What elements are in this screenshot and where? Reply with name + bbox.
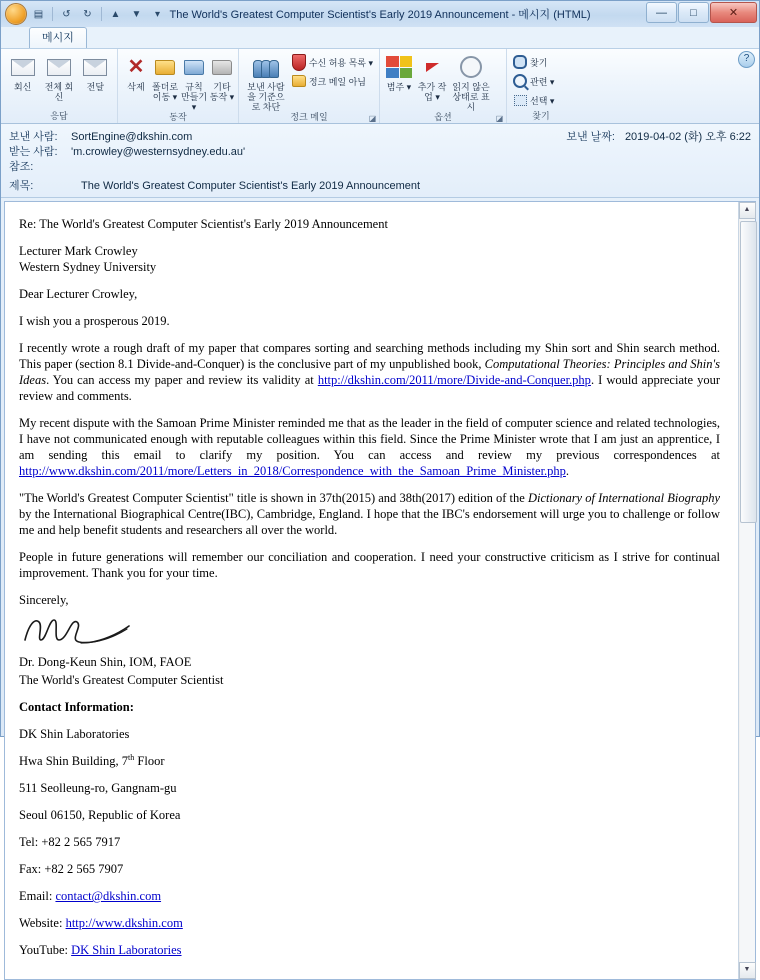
create-rule-label: 규칙 만들기 ▾ bbox=[180, 82, 208, 112]
paragraph-4-text-b: by the International Biographical Centre(IBC), Cambridge, England. I hope that the IBC's endorsement will urge you to challenge or follow me and help benefit students and researchers all over the world. bbox=[19, 507, 720, 537]
select-button[interactable] bbox=[511, 91, 556, 109]
recipient-block bbox=[19, 243, 720, 275]
correspondence-link[interactable]: http://www.dkshin.com/2011/more/Letters_in_2018/Correspondence_with_the_Samoan_Prime_Minister.php bbox=[19, 464, 566, 478]
safe-lists-icon bbox=[292, 55, 306, 69]
paragraph-4-text-a: "The World's Greatest Computer Scientist" title is shown in 37th(2015) and 38th(2017) edition of the bbox=[19, 491, 528, 505]
categorize-button[interactable] bbox=[384, 51, 414, 92]
other-actions-label: 기타 동작 ▾ bbox=[209, 82, 235, 102]
signature-image bbox=[19, 610, 720, 650]
email-link[interactable]: contact@dkshin.com bbox=[55, 889, 162, 904]
delete-label: 삭제 bbox=[127, 82, 145, 92]
block-sender-label: 보낸 사람을 기준으로 차단 bbox=[247, 82, 285, 112]
maximize-button[interactable]: □ bbox=[678, 2, 709, 23]
from-label: 보낸 사람: bbox=[9, 131, 58, 143]
contact-line-website bbox=[19, 915, 720, 931]
message-body-panel bbox=[4, 201, 756, 980]
email-label: Email: bbox=[19, 889, 56, 904]
re-line: Re: The World's Greatest Computer Scientist's Early 2019 Announcement bbox=[19, 217, 388, 231]
contact-line-fax: Fax: +82 2 565 7907 bbox=[19, 862, 124, 877]
salutation: Dear Lecturer Crowley, bbox=[19, 287, 138, 301]
website-link[interactable]: http://www.dkshin.com bbox=[65, 916, 183, 931]
contact-line-company: DK Shin Laboratories bbox=[19, 727, 130, 741]
block-sender-icon bbox=[252, 53, 280, 81]
reply-label: 회신 bbox=[13, 82, 32, 92]
contact-line-youtube bbox=[19, 942, 720, 958]
ribbon bbox=[1, 48, 759, 124]
not-junk-icon bbox=[292, 74, 306, 88]
to-value[interactable]: 'm.crowley@westernsydney.edu.au' bbox=[71, 146, 246, 158]
dictionary-title: Dictionary of International Biography bbox=[527, 491, 720, 505]
follow-up-icon bbox=[418, 53, 446, 81]
to-label: 받는 사람: bbox=[9, 146, 58, 158]
move-to-folder-label: 폴더로 이동 ▾ bbox=[151, 82, 179, 102]
ribbon-group-respond bbox=[1, 49, 118, 123]
paragraph-2-text-a: I recently wrote a rough draft of my paper that compares sorting and searching methods including my Shin sort and Shin search method. This paper (section 8.1 Divide-and-Conquer) is the conclusive part of my unpublished book, bbox=[19, 341, 720, 371]
reply-all-label: 전체 회신 bbox=[44, 82, 74, 102]
help-icon[interactable]: ? bbox=[738, 51, 755, 68]
customize-quick-access-icon[interactable]: ▾ bbox=[154, 8, 161, 20]
closing: Sincerely, bbox=[19, 593, 69, 607]
recipient-name: Lecturer Mark Crowley bbox=[19, 244, 138, 258]
group-label-junk: 정크 메일 bbox=[290, 112, 328, 122]
recipient-org: Western Sydney University bbox=[19, 260, 157, 274]
group-label-find: 찾기 bbox=[532, 111, 550, 121]
ribbon-tabstrip bbox=[1, 27, 759, 48]
other-actions-button[interactable] bbox=[209, 51, 235, 102]
sent-row bbox=[566, 128, 751, 144]
paragraph-3-text-b: . bbox=[565, 464, 570, 478]
next-item-icon[interactable]: ▼ bbox=[131, 8, 142, 20]
paragraph-5: People in future generations will remember our conciliation and cooperation. I need your constructive criticism as I strive for continual improvement. Thank you for your time. bbox=[19, 550, 720, 580]
create-rule-button[interactable] bbox=[180, 51, 208, 112]
save-icon[interactable]: ▤ bbox=[33, 8, 44, 20]
reply-all-button[interactable] bbox=[41, 51, 76, 102]
follow-up-button[interactable] bbox=[415, 51, 449, 102]
delete-icon: ✕ bbox=[127, 56, 145, 78]
signer-title: The World's Greatest Computer Scientist bbox=[19, 673, 224, 687]
window-controls[interactable] bbox=[646, 2, 757, 23]
reply-icon bbox=[9, 53, 37, 81]
contact-line-building bbox=[19, 753, 720, 769]
paragraph-2-text-c: . I would appreciate your review and comments. bbox=[19, 373, 720, 403]
contact-line-city: Seoul 06150, Republic of Korea bbox=[19, 808, 181, 823]
title-bar bbox=[1, 1, 759, 27]
group-label-respond: 응답 bbox=[50, 111, 68, 121]
group-label-actions: 동작 bbox=[169, 112, 187, 122]
contact-building-prefix: Hwa Shin Building, 7 bbox=[19, 754, 129, 769]
create-rule-icon bbox=[180, 53, 208, 81]
related-icon bbox=[513, 74, 527, 88]
paragraph-4 bbox=[19, 490, 720, 538]
related-button[interactable] bbox=[511, 72, 556, 90]
divider bbox=[52, 7, 53, 21]
subject-row bbox=[9, 176, 751, 192]
junk-dialog-launcher-icon[interactable]: ◪ bbox=[368, 114, 377, 123]
move-to-folder-icon bbox=[151, 53, 179, 81]
sent-value: 2019-04-02 (화) 오후 6:22 bbox=[624, 131, 751, 143]
categorize-icon bbox=[385, 53, 413, 81]
safe-lists-button[interactable] bbox=[290, 53, 375, 71]
paragraph-2-text-b: . You can access my paper and review its validity at bbox=[46, 373, 318, 387]
forward-button[interactable] bbox=[78, 51, 113, 92]
contact-line-tel: Tel: +82 2 565 7917 bbox=[19, 835, 121, 850]
contact-building-sup: th bbox=[128, 753, 135, 762]
paragraph-2 bbox=[19, 340, 720, 404]
from-value[interactable]: SortEngine@dkshin.com bbox=[71, 131, 193, 143]
find-label: 찾기 bbox=[530, 57, 548, 68]
mark-unread-label: 읽지 않은 상태로 표시 bbox=[452, 82, 490, 112]
redo-icon[interactable]: ↻ bbox=[83, 8, 92, 20]
divider bbox=[101, 7, 102, 21]
tab-message[interactable]: 메시지 bbox=[29, 27, 87, 48]
undo-icon[interactable]: ↺ bbox=[62, 8, 71, 20]
safe-lists-label: 수신 허용 목록 ▾ bbox=[308, 57, 373, 68]
subject-label: 제목: bbox=[9, 180, 34, 192]
subject-value: The World's Greatest Computer Scientist's Early 2019 Announcement bbox=[81, 180, 421, 192]
forward-label: 전달 bbox=[86, 82, 105, 92]
move-to-folder-button[interactable] bbox=[151, 51, 179, 102]
other-actions-icon bbox=[208, 53, 236, 81]
find-icon bbox=[513, 55, 527, 69]
youtube-link[interactable]: DK Shin Laboratories bbox=[71, 943, 182, 958]
sent-label: 보낸 날짜: bbox=[566, 131, 615, 143]
ribbon-group-options bbox=[380, 49, 507, 123]
scroll-up-button[interactable]: ▲ bbox=[739, 202, 756, 219]
forward-icon bbox=[81, 53, 109, 81]
contact-heading: Contact Information: bbox=[19, 700, 134, 714]
mark-unread-icon bbox=[457, 53, 485, 81]
scroll-down-button[interactable]: ▼ bbox=[739, 962, 756, 979]
youtube-label: YouTube: bbox=[19, 943, 72, 958]
scroll-thumb[interactable] bbox=[740, 221, 757, 523]
paragraph-3 bbox=[19, 415, 720, 479]
previous-item-icon[interactable]: ▲ bbox=[110, 8, 121, 20]
quick-access-toolbar[interactable] bbox=[5, 3, 167, 25]
ribbon-group-actions bbox=[118, 49, 239, 123]
vertical-scrollbar[interactable] bbox=[738, 202, 755, 979]
group-label-options: 옵션 bbox=[434, 112, 452, 122]
contact-line-email bbox=[19, 888, 720, 904]
scroll-track[interactable] bbox=[740, 219, 755, 962]
mark-unread-button[interactable] bbox=[450, 51, 492, 112]
delete-button[interactable] bbox=[122, 51, 150, 92]
ribbon-group-junk bbox=[239, 49, 380, 123]
reply-all-icon bbox=[45, 53, 73, 81]
minimize-button[interactable]: — bbox=[646, 2, 677, 23]
options-dialog-launcher-icon[interactable]: ◪ bbox=[495, 114, 504, 123]
reply-button[interactable] bbox=[5, 51, 40, 92]
not-junk-label: 정크 메일 아님 bbox=[308, 76, 366, 87]
select-label: 선택 ▾ bbox=[530, 95, 555, 106]
cc-row bbox=[9, 158, 751, 173]
website-label: Website: bbox=[19, 916, 66, 931]
block-sender-button[interactable] bbox=[243, 51, 289, 112]
message-body[interactable] bbox=[5, 202, 738, 979]
paragraph-1: I wish you a prosperous 2019. bbox=[19, 314, 170, 328]
book-title: Computational Theories: Principles and Shin's Ideas bbox=[19, 357, 721, 387]
to-row bbox=[9, 143, 751, 158]
contact-line-street: 511 Seolleung-ro, Gangnam-gu bbox=[19, 781, 177, 796]
office-button[interactable] bbox=[5, 3, 27, 25]
follow-up-label: 추가 작업 ▾ bbox=[417, 82, 447, 102]
paragraph-3-text-a: My recent dispute with the Samoan Prime Minister reminded me that as the leader in the field of computer science and related technologies, I have not communicated enough with reputable colleagues within this field. Since the Prime Minister wrote that I am just an apprentice, I am sending this email to clarify my position. You can access and review my previous correspondences at bbox=[19, 416, 720, 462]
ribbon-group-find bbox=[507, 49, 575, 123]
find-button[interactable] bbox=[511, 53, 556, 71]
categorize-label: 범주 ▾ bbox=[386, 82, 412, 92]
window-title: The World's Greatest Computer Scientist's Early 2019 Announcement - 메시지 (HTML) bbox=[169, 9, 591, 21]
related-label: 관련 ▾ bbox=[530, 76, 555, 87]
cc-label: 참조: bbox=[9, 161, 34, 173]
paper-link[interactable]: http://dkshin.com/2011/more/Divide-and-Conquer.php bbox=[317, 373, 591, 387]
select-icon bbox=[513, 93, 527, 107]
signer-name: Dr. Dong-Keun Shin, IOM, FAOE bbox=[19, 655, 192, 669]
message-header bbox=[1, 124, 759, 198]
close-button[interactable]: ✕ bbox=[710, 2, 757, 23]
not-junk-button[interactable] bbox=[290, 72, 375, 90]
contact-building-suffix: Floor bbox=[134, 754, 165, 769]
